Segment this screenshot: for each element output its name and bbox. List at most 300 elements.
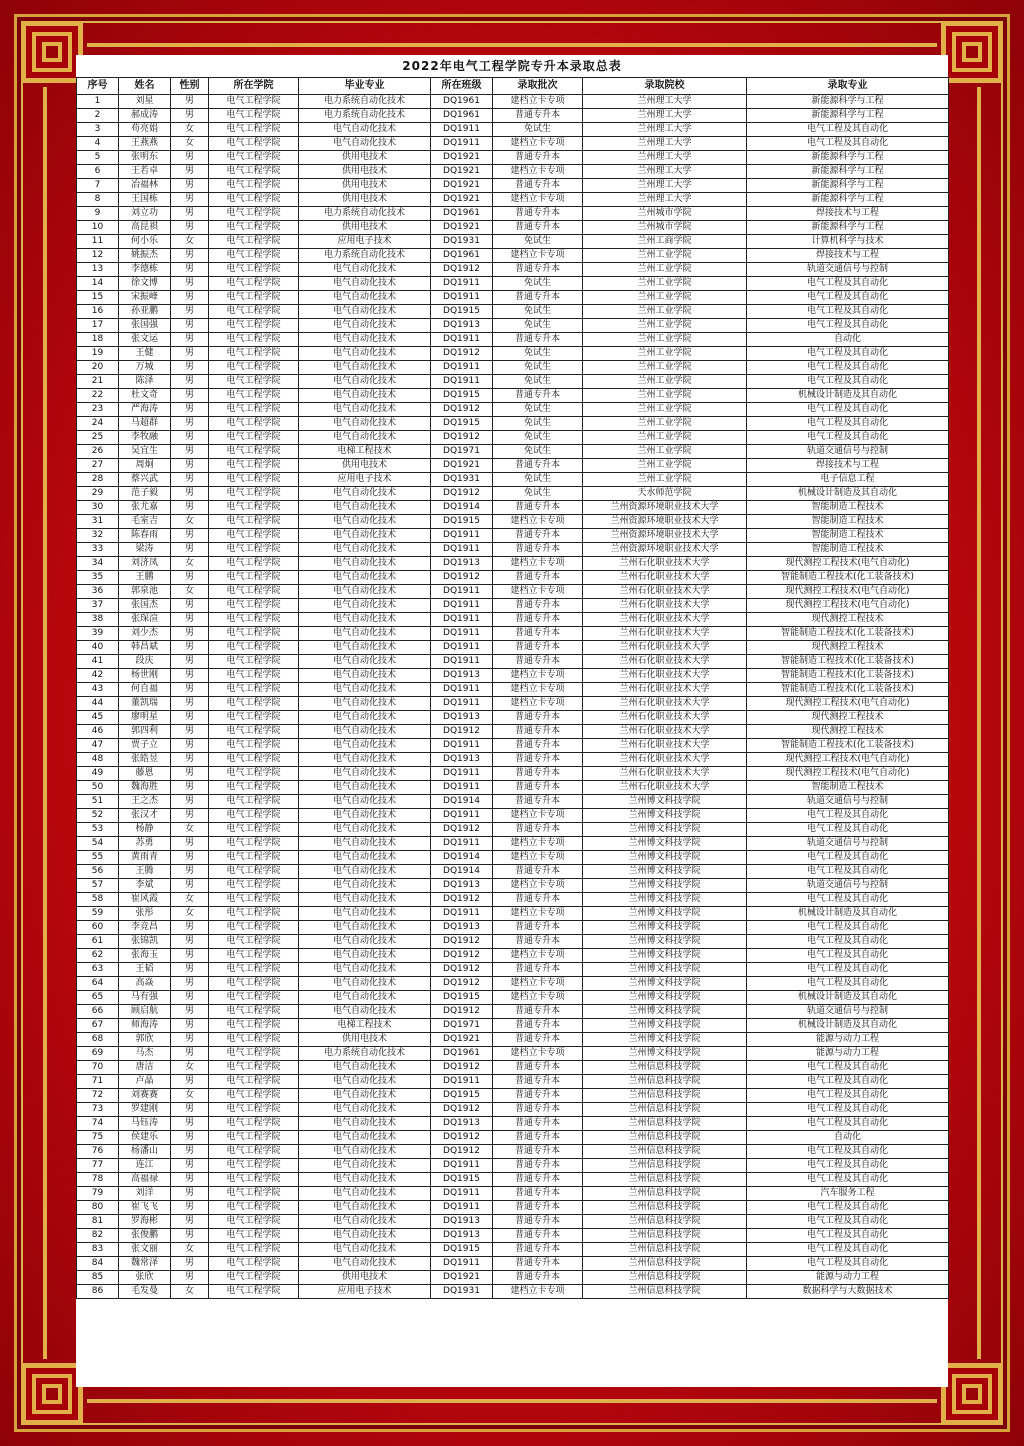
table-row (77, 417, 949, 431)
cell-admission-batch: 建档立卡专项 (493, 683, 583, 697)
cell-college: 电气工程学院 (209, 1061, 299, 1075)
cell-graduation-major: 电气自动化技术 (299, 137, 431, 151)
cell-college: 电气工程学院 (209, 277, 299, 291)
cell-admitted-major: 电子信息工程 (747, 473, 949, 487)
cell-index: 45 (77, 711, 119, 725)
cell-graduation-major: 供用电技术 (299, 1033, 431, 1047)
cell-name: 刘立功 (119, 207, 171, 221)
cell-class: DQ1912 (431, 571, 493, 585)
cell-admitting-school: 兰州石化职业技术大学 (583, 585, 747, 599)
cell-admitted-major: 电气工程及其自动化 (747, 1159, 949, 1173)
cell-admitted-major: 电气工程及其自动化 (747, 949, 949, 963)
cell-gender: 女 (171, 893, 209, 907)
cell-index: 73 (77, 1103, 119, 1117)
cell-admitted-major: 新能源科学与工程 (747, 221, 949, 235)
cell-class: DQ1921 (431, 1271, 493, 1285)
header-graduation-major: 毕业专业 (299, 78, 431, 95)
cell-admitting-school: 兰州工业学院 (583, 459, 747, 473)
table-row (77, 1201, 949, 1215)
cell-admitting-school: 兰州石化职业技术大学 (583, 627, 747, 641)
cell-index: 63 (77, 963, 119, 977)
cell-admission-batch: 普通专升本 (493, 935, 583, 949)
cell-graduation-major: 应用电子技术 (299, 473, 431, 487)
cell-admission-batch: 普通专升本 (493, 291, 583, 305)
table-row (77, 193, 949, 207)
cell-college: 电气工程学院 (209, 445, 299, 459)
cell-admitted-major: 电气工程及其自动化 (747, 1117, 949, 1131)
cell-class: DQ1911 (431, 291, 493, 305)
cell-class: DQ1911 (431, 781, 493, 795)
cell-admitting-school: 兰州理工大学 (583, 109, 747, 123)
cell-graduation-major: 电气自动化技术 (299, 725, 431, 739)
cell-admitting-school: 兰州石化职业技术大学 (583, 725, 747, 739)
cell-gender: 男 (171, 683, 209, 697)
cell-admitting-school: 兰州工业学院 (583, 277, 747, 291)
cell-name: 马钰涛 (119, 1117, 171, 1131)
cell-class: DQ1931 (431, 235, 493, 249)
cell-admission-batch: 建档立卡专项 (493, 879, 583, 893)
cell-class: DQ1912 (431, 431, 493, 445)
cell-college: 电气工程学院 (209, 1187, 299, 1201)
cell-college: 电气工程学院 (209, 823, 299, 837)
cell-index: 78 (77, 1173, 119, 1187)
cell-graduation-major: 电气自动化技术 (299, 683, 431, 697)
cell-index: 53 (77, 823, 119, 837)
cell-name: 王之杰 (119, 795, 171, 809)
cell-admitted-major: 现代测控工程技术(电气自动化) (747, 557, 949, 571)
cell-class: DQ1913 (431, 1229, 493, 1243)
cell-index: 34 (77, 557, 119, 571)
cell-class: DQ1911 (431, 277, 493, 291)
cell-name: 王若卓 (119, 165, 171, 179)
cell-name: 董凯瑞 (119, 697, 171, 711)
cell-admission-batch: 建档立卡专项 (493, 837, 583, 851)
cell-graduation-major: 电气自动化技术 (299, 375, 431, 389)
cell-gender: 女 (171, 1061, 209, 1075)
cell-name: 张尤嘉 (119, 501, 171, 515)
table-row (77, 1271, 949, 1285)
cell-gender: 男 (171, 529, 209, 543)
cell-admitting-school: 兰州石化职业技术大学 (583, 697, 747, 711)
cell-name: 高福禄 (119, 1173, 171, 1187)
cell-name: 张俊鹏 (119, 1229, 171, 1243)
cell-admitting-school: 兰州信息科技学院 (583, 1159, 747, 1173)
cell-name: 郭泉池 (119, 585, 171, 599)
cell-gender: 男 (171, 1145, 209, 1159)
cell-admitted-major: 电气工程及其自动化 (747, 823, 949, 837)
cell-admission-batch: 建档立卡专项 (493, 249, 583, 263)
cell-graduation-major: 电气自动化技术 (299, 711, 431, 725)
cell-index: 80 (77, 1201, 119, 1215)
cell-admission-batch: 普通专升本 (493, 1103, 583, 1117)
cell-gender: 男 (171, 473, 209, 487)
cell-name: 贾子立 (119, 739, 171, 753)
cell-class: DQ1971 (431, 1019, 493, 1033)
table-row (77, 711, 949, 725)
cell-admission-batch: 普通专升本 (493, 459, 583, 473)
cell-admission-batch: 普通专升本 (493, 1131, 583, 1145)
table-row (77, 879, 949, 893)
cell-gender: 男 (171, 767, 209, 781)
corner-ornament-icon (941, 21, 1003, 83)
cell-admitted-major: 电气工程及其自动化 (747, 305, 949, 319)
cell-class: DQ1912 (431, 1103, 493, 1117)
cell-college: 电气工程学院 (209, 1271, 299, 1285)
cell-graduation-major: 电气自动化技术 (299, 823, 431, 837)
cell-gender: 男 (171, 151, 209, 165)
cell-index: 6 (77, 165, 119, 179)
cell-index: 72 (77, 1089, 119, 1103)
cell-admission-batch: 普通专升本 (493, 921, 583, 935)
cell-admitting-school: 兰州工业学院 (583, 431, 747, 445)
cell-index: 54 (77, 837, 119, 851)
cell-class: DQ1912 (431, 347, 493, 361)
cell-index: 22 (77, 389, 119, 403)
cell-graduation-major: 电气自动化技术 (299, 907, 431, 921)
cell-class: DQ1911 (431, 599, 493, 613)
cell-graduation-major: 电气自动化技术 (299, 305, 431, 319)
cell-college: 电气工程学院 (209, 865, 299, 879)
table-row (77, 585, 949, 599)
cell-gender: 男 (171, 1257, 209, 1271)
cell-gender: 男 (171, 697, 209, 711)
cell-admitted-major: 能源与动力工程 (747, 1271, 949, 1285)
cell-index: 11 (77, 235, 119, 249)
cell-admitted-major: 电气工程及其自动化 (747, 935, 949, 949)
cell-gender: 男 (171, 445, 209, 459)
cell-name: 连江 (119, 1159, 171, 1173)
cell-gender: 男 (171, 543, 209, 557)
cell-college: 电气工程学院 (209, 907, 299, 921)
cell-graduation-major: 电气自动化技术 (299, 277, 431, 291)
cell-admitting-school: 兰州信息科技学院 (583, 1271, 747, 1285)
cell-index: 33 (77, 543, 119, 557)
cell-name: 梁涛 (119, 543, 171, 557)
cell-college: 电气工程学院 (209, 347, 299, 361)
cell-class: DQ1915 (431, 515, 493, 529)
cell-gender: 男 (171, 599, 209, 613)
cell-gender: 男 (171, 1131, 209, 1145)
table-row (77, 319, 949, 333)
table-row (77, 459, 949, 473)
frame-border (977, 87, 981, 1359)
cell-index: 5 (77, 151, 119, 165)
cell-graduation-major: 供用电技术 (299, 221, 431, 235)
cell-admission-batch: 普通专升本 (493, 767, 583, 781)
cell-college: 电气工程学院 (209, 571, 299, 585)
cell-index: 37 (77, 599, 119, 613)
cell-name: 魏常泽 (119, 1257, 171, 1271)
cell-admitting-school: 兰州博文科技学院 (583, 879, 747, 893)
cell-admitting-school: 兰州城市学院 (583, 207, 747, 221)
cell-graduation-major: 电气自动化技术 (299, 1117, 431, 1131)
cell-gender: 男 (171, 739, 209, 753)
cell-admitted-major: 电气工程及其自动化 (747, 361, 949, 375)
cell-graduation-major: 电气自动化技术 (299, 977, 431, 991)
cell-admitting-school: 兰州博文科技学院 (583, 823, 747, 837)
cell-gender: 男 (171, 1173, 209, 1187)
cell-admitting-school: 兰州信息科技学院 (583, 1131, 747, 1145)
cell-class: DQ1912 (431, 403, 493, 417)
cell-admitting-school: 兰州工业学院 (583, 361, 747, 375)
cell-admitting-school: 兰州理工大学 (583, 179, 747, 193)
cell-college: 电气工程学院 (209, 627, 299, 641)
table-row (77, 725, 949, 739)
cell-name: 马超群 (119, 417, 171, 431)
cell-admitted-major: 自动化 (747, 333, 949, 347)
cell-name: 魏海胜 (119, 781, 171, 795)
table-row (77, 991, 949, 1005)
cell-name: 孙亚鹏 (119, 305, 171, 319)
table-row (77, 263, 949, 277)
cell-admission-batch: 普通专升本 (493, 543, 583, 557)
cell-admitting-school: 兰州石化职业技术大学 (583, 739, 747, 753)
cell-admission-batch: 普通专升本 (493, 627, 583, 641)
cell-class: DQ1911 (431, 641, 493, 655)
cell-admitting-school: 兰州石化职业技术大学 (583, 683, 747, 697)
cell-name: 万城 (119, 361, 171, 375)
cell-class: DQ1971 (431, 445, 493, 459)
cell-index: 24 (77, 417, 119, 431)
cell-admission-batch: 建档立卡专项 (493, 1047, 583, 1061)
cell-index: 62 (77, 949, 119, 963)
table-row (77, 697, 949, 711)
cell-gender: 男 (171, 1005, 209, 1019)
cell-admitting-school: 兰州工业学院 (583, 291, 747, 305)
cell-index: 86 (77, 1285, 119, 1299)
cell-college: 电气工程学院 (209, 291, 299, 305)
table-row (77, 1075, 949, 1089)
cell-index: 71 (77, 1075, 119, 1089)
cell-admission-batch: 免试生 (493, 473, 583, 487)
table-row (77, 1229, 949, 1243)
cell-index: 83 (77, 1243, 119, 1257)
cell-gender: 男 (171, 487, 209, 501)
cell-class: DQ1911 (431, 1257, 493, 1271)
cell-admitting-school: 兰州理工大学 (583, 151, 747, 165)
cell-index: 12 (77, 249, 119, 263)
table-row (77, 1019, 949, 1033)
cell-college: 电气工程学院 (209, 179, 299, 193)
cell-class: DQ1912 (431, 893, 493, 907)
table-row (77, 669, 949, 683)
cell-admission-batch: 免试生 (493, 417, 583, 431)
cell-graduation-major: 电气自动化技术 (299, 557, 431, 571)
cell-admission-batch: 普通专升本 (493, 1005, 583, 1019)
cell-admission-batch: 建档立卡专项 (493, 809, 583, 823)
table-row (77, 921, 949, 935)
cell-admitted-major: 电气工程及其自动化 (747, 1229, 949, 1243)
cell-college: 电气工程学院 (209, 207, 299, 221)
cell-college: 电气工程学院 (209, 1089, 299, 1103)
cell-graduation-major: 电气自动化技术 (299, 361, 431, 375)
cell-gender: 女 (171, 515, 209, 529)
cell-class: DQ1921 (431, 151, 493, 165)
cell-gender: 男 (171, 459, 209, 473)
cell-class: DQ1911 (431, 333, 493, 347)
cell-gender: 男 (171, 1047, 209, 1061)
cell-college: 电气工程学院 (209, 949, 299, 963)
cell-admission-batch: 普通专升本 (493, 263, 583, 277)
cell-class: DQ1911 (431, 655, 493, 669)
cell-college: 电气工程学院 (209, 459, 299, 473)
table-row (77, 963, 949, 977)
cell-graduation-major: 电气自动化技术 (299, 1005, 431, 1019)
cell-admitting-school: 兰州博文科技学院 (583, 893, 747, 907)
page-title: 2022年电气工程学院专升本录取总表 (402, 59, 622, 73)
cell-name: 侯建乐 (119, 1131, 171, 1145)
cell-admitting-school: 兰州信息科技学院 (583, 1173, 747, 1187)
cell-graduation-major: 电气自动化技术 (299, 655, 431, 669)
table-row (77, 949, 949, 963)
cell-class: DQ1912 (431, 823, 493, 837)
cell-admitting-school: 兰州石化职业技术大学 (583, 641, 747, 655)
cell-admission-batch: 建档立卡专项 (493, 977, 583, 991)
header-admitting-school: 录取院校 (583, 78, 747, 95)
cell-admission-batch: 建档立卡专项 (493, 991, 583, 1005)
cell-graduation-major: 电梯工程技术 (299, 445, 431, 459)
cell-name: 张文运 (119, 333, 171, 347)
cell-index: 38 (77, 613, 119, 627)
table-row (77, 1103, 949, 1117)
cell-gender: 男 (171, 613, 209, 627)
table-row (77, 123, 949, 137)
cell-admitting-school: 兰州信息科技学院 (583, 1229, 747, 1243)
cell-gender: 男 (171, 711, 209, 725)
cell-gender: 男 (171, 109, 209, 123)
cell-gender: 男 (171, 1159, 209, 1173)
admission-table (76, 77, 949, 1299)
cell-graduation-major: 电气自动化技术 (299, 599, 431, 613)
cell-graduation-major: 电气自动化技术 (299, 669, 431, 683)
cell-admission-batch: 普通专升本 (493, 893, 583, 907)
cell-class: DQ1911 (431, 907, 493, 921)
table-row (77, 221, 949, 235)
cell-class: DQ1921 (431, 1033, 493, 1047)
cell-name: 张明东 (119, 151, 171, 165)
cell-admitting-school: 兰州博文科技学院 (583, 1033, 747, 1047)
cell-gender: 男 (171, 1033, 209, 1047)
cell-admitting-school: 兰州工业学院 (583, 305, 747, 319)
cell-admitting-school: 兰州博文科技学院 (583, 1047, 747, 1061)
cell-graduation-major: 电气自动化技术 (299, 921, 431, 935)
cell-gender: 男 (171, 669, 209, 683)
cell-admitting-school: 兰州信息科技学院 (583, 1257, 747, 1271)
cell-name: 毛室吉 (119, 515, 171, 529)
cell-name: 顾启航 (119, 1005, 171, 1019)
cell-gender: 男 (171, 193, 209, 207)
cell-admission-batch: 普通专升本 (493, 655, 583, 669)
cell-class: DQ1921 (431, 179, 493, 193)
cell-index: 79 (77, 1187, 119, 1201)
cell-admitted-major: 自动化 (747, 1131, 949, 1145)
cell-index: 56 (77, 865, 119, 879)
cell-admitted-major: 电气工程及其自动化 (747, 1173, 949, 1187)
cell-admission-batch: 普通专升本 (493, 781, 583, 795)
frame-border (43, 87, 47, 1359)
cell-admission-batch: 普通专升本 (493, 613, 583, 627)
table-row (77, 977, 949, 991)
cell-college: 电气工程学院 (209, 151, 299, 165)
cell-gender: 女 (171, 585, 209, 599)
cell-graduation-major: 电气自动化技术 (299, 1159, 431, 1173)
cell-name: 张汉才 (119, 809, 171, 823)
cell-gender: 女 (171, 907, 209, 921)
cell-admitting-school: 兰州石化职业技术大学 (583, 767, 747, 781)
cell-graduation-major: 电气自动化技术 (299, 543, 431, 557)
cell-class: DQ1913 (431, 921, 493, 935)
cell-admitting-school: 兰州信息科技学院 (583, 1117, 747, 1131)
cell-graduation-major: 供用电技术 (299, 165, 431, 179)
cell-class: DQ1961 (431, 1047, 493, 1061)
cell-graduation-major: 电气自动化技术 (299, 613, 431, 627)
cell-admission-batch: 普通专升本 (493, 739, 583, 753)
cell-class: DQ1912 (431, 977, 493, 991)
cell-name: 罗海彬 (119, 1215, 171, 1229)
cell-admitting-school: 兰州理工大学 (583, 165, 747, 179)
cell-gender: 男 (171, 305, 209, 319)
cell-admitting-school: 兰州信息科技学院 (583, 1215, 747, 1229)
cell-admission-batch: 普通专升本 (493, 501, 583, 515)
cell-graduation-major: 供用电技术 (299, 1271, 431, 1285)
cell-admitted-major: 电气工程及其自动化 (747, 921, 949, 935)
cell-index: 57 (77, 879, 119, 893)
cell-admission-batch: 建档立卡专项 (493, 165, 583, 179)
table-row (77, 1243, 949, 1257)
cell-gender: 男 (171, 725, 209, 739)
cell-admitting-school: 兰州工业学院 (583, 249, 747, 263)
cell-admission-batch: 普通专升本 (493, 1215, 583, 1229)
cell-class: DQ1911 (431, 1075, 493, 1089)
cell-admitting-school: 兰州工业学院 (583, 403, 747, 417)
cell-index: 41 (77, 655, 119, 669)
cell-name: 周炯 (119, 459, 171, 473)
cell-class: DQ1911 (431, 767, 493, 781)
cell-admitted-major: 电气工程及其自动化 (747, 347, 949, 361)
cell-graduation-major: 电气自动化技术 (299, 1257, 431, 1271)
cell-index: 47 (77, 739, 119, 753)
cell-admitted-major: 数据科学与大数据技术 (747, 1285, 949, 1299)
cell-graduation-major: 供用电技术 (299, 459, 431, 473)
cell-admitted-major: 电气工程及其自动化 (747, 417, 949, 431)
cell-class: DQ1912 (431, 935, 493, 949)
cell-admission-batch: 普通专升本 (493, 1271, 583, 1285)
cell-admitted-major: 现代测控工程技术 (747, 641, 949, 655)
cell-gender: 男 (171, 781, 209, 795)
cell-gender: 男 (171, 1271, 209, 1285)
cell-college: 电气工程学院 (209, 669, 299, 683)
cell-admission-batch: 普通专升本 (493, 207, 583, 221)
cell-index: 76 (77, 1145, 119, 1159)
cell-graduation-major: 电气自动化技术 (299, 417, 431, 431)
cell-class: DQ1931 (431, 473, 493, 487)
cell-graduation-major: 电气自动化技术 (299, 1103, 431, 1117)
cell-admitting-school: 兰州博文科技学院 (583, 963, 747, 977)
cell-name: 吴宜生 (119, 445, 171, 459)
cell-admission-batch: 免试生 (493, 445, 583, 459)
cell-admitted-major: 现代测控工程技术 (747, 725, 949, 739)
cell-college: 电气工程学院 (209, 375, 299, 389)
cell-name: 崔飞飞 (119, 1201, 171, 1215)
table-row (77, 1159, 949, 1173)
cell-admitted-major: 机械设计制造及其自动化 (747, 487, 949, 501)
cell-admitted-major: 现代测控工程技术 (747, 711, 949, 725)
cell-class: DQ1911 (431, 137, 493, 151)
cell-class: DQ1914 (431, 865, 493, 879)
cell-name: 毛发曼 (119, 1285, 171, 1299)
cell-college: 电气工程学院 (209, 431, 299, 445)
table-row (77, 389, 949, 403)
